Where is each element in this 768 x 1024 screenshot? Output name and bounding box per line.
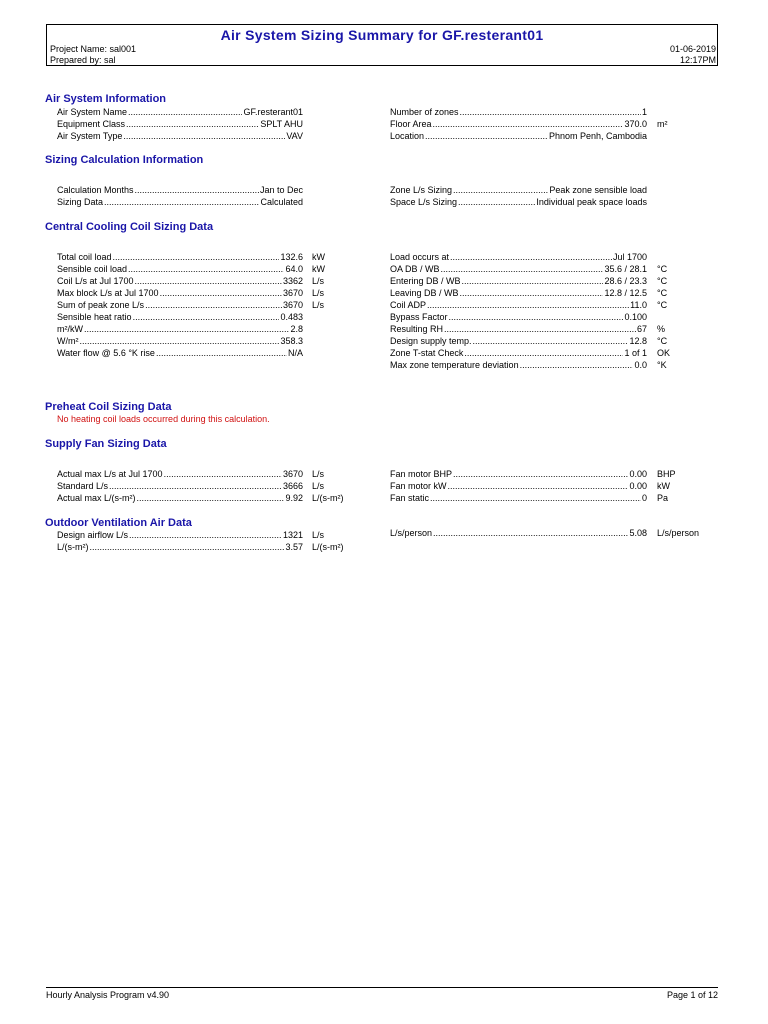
report-title: Air System Sizing Summary for GF.resterant01 — [220, 27, 544, 43]
data-row — [390, 276, 647, 287]
report-time: 12:17PM — [679, 55, 716, 65]
leader-dots — [460, 107, 641, 118]
row-unit: °C — [657, 300, 668, 310]
row-value: VAV — [286, 131, 303, 141]
data-row — [390, 481, 647, 492]
leader-dots — [464, 348, 623, 359]
data-row — [390, 348, 647, 359]
section-supply-fan: Supply Fan Sizing Data — [45, 438, 167, 450]
row-label: Actual max L/(s-m²) — [57, 493, 136, 503]
row-value: 11.0 — [630, 300, 647, 310]
row-value: Jan to Dec — [259, 185, 303, 195]
data-row — [390, 312, 647, 323]
row-label: Sizing Data — [57, 197, 104, 207]
row-unit: m² — [657, 119, 668, 129]
leader-dots — [126, 119, 259, 130]
row-label: Calculation Months — [57, 185, 134, 195]
row-value: 0.0 — [634, 360, 647, 370]
row-unit: °C — [657, 264, 668, 274]
row-label: Total coil load — [57, 252, 112, 262]
footer-divider — [46, 987, 718, 988]
data-row — [57, 348, 303, 359]
row-unit: L/s/person — [657, 528, 700, 538]
row-value: 3670 — [282, 288, 303, 298]
leader-dots — [135, 276, 282, 287]
leader-dots — [430, 493, 641, 504]
row-value: 132.6 — [280, 252, 303, 262]
row-unit: L/(s-m²) — [312, 542, 344, 552]
leader-dots — [441, 264, 604, 275]
data-row — [57, 185, 303, 196]
project-name: Project Name: sal001 — [50, 44, 137, 54]
leader-dots — [444, 324, 636, 335]
footer-program: Hourly Analysis Program v4.90 — [46, 990, 170, 1000]
row-unit: L/s — [312, 276, 325, 286]
data-row — [57, 276, 303, 287]
leader-dots — [137, 493, 285, 504]
leader-dots — [520, 360, 634, 371]
leader-dots — [123, 131, 285, 142]
data-row — [390, 469, 647, 480]
row-value: 0 — [641, 493, 647, 503]
leader-dots — [104, 197, 259, 208]
row-value: 5.08 — [629, 528, 647, 538]
row-value: Jul 1700 — [612, 252, 647, 262]
row-value: 0.00 — [629, 469, 647, 479]
row-value: 1 of 1 — [624, 348, 647, 358]
leader-dots — [109, 481, 282, 492]
leader-dots — [473, 336, 629, 347]
row-label: Standard L/s — [57, 481, 109, 491]
section-outdoor-vent: Outdoor Ventilation Air Data — [45, 517, 192, 529]
row-label: Sensible coil load — [57, 264, 128, 274]
row-value: 64.0 — [285, 264, 303, 274]
leader-dots — [160, 288, 282, 299]
preheat-note: No heating coil loads occurred during this calculation. — [57, 414, 270, 424]
data-row — [57, 107, 303, 118]
section-preheat: Preheat Coil Sizing Data — [45, 401, 172, 413]
row-value: 3666 — [282, 481, 303, 491]
row-value: 12.8 / 12.5 — [604, 288, 647, 298]
row-unit: kW — [312, 264, 325, 274]
row-label: OA DB / WB — [390, 264, 440, 274]
row-label: Load occurs at — [390, 252, 450, 262]
data-row — [390, 119, 647, 130]
leader-dots — [145, 300, 282, 311]
row-value: 1321 — [282, 530, 303, 540]
row-value: Phnom Penh, Cambodia — [548, 131, 647, 141]
data-row — [57, 469, 303, 480]
row-value: 2.8 — [290, 324, 303, 334]
data-row — [57, 530, 303, 541]
row-unit: L/s — [312, 481, 325, 491]
section-central-cooling: Central Cooling Coil Sizing Data — [45, 221, 214, 233]
leader-dots — [427, 300, 629, 311]
row-label: Zone L/s Sizing — [390, 185, 453, 195]
row-value: 3.57 — [285, 542, 303, 552]
row-label: Sum of peak zone L/s — [57, 300, 145, 310]
row-label: Max zone temperature deviation — [390, 360, 519, 370]
row-value: 28.6 / 23.3 — [604, 276, 647, 286]
row-label: L/(s-m²) — [57, 542, 89, 552]
prepared-by: Prepared by: sal — [50, 55, 116, 65]
row-unit: L/s — [312, 530, 325, 540]
data-row — [390, 528, 647, 539]
leader-dots — [135, 185, 259, 196]
row-label: Entering DB / WB — [390, 276, 461, 286]
leader-dots — [90, 542, 285, 553]
data-row — [57, 197, 303, 208]
leader-dots — [449, 312, 624, 323]
row-unit: °C — [657, 276, 668, 286]
row-unit: Pa — [657, 493, 669, 503]
data-row — [57, 493, 303, 504]
leader-dots — [80, 336, 280, 347]
data-row — [390, 264, 647, 275]
leader-dots — [453, 469, 628, 480]
row-unit: OK — [657, 348, 671, 358]
leader-dots — [425, 131, 548, 142]
row-label: m²/kW — [57, 324, 83, 334]
row-unit: % — [657, 324, 666, 334]
row-label: Fan motor BHP — [390, 469, 453, 479]
data-row — [390, 360, 647, 371]
row-unit: °C — [657, 336, 668, 346]
row-unit: L/s — [312, 300, 325, 310]
row-label: Fan motor kW — [390, 481, 447, 491]
row-value: Peak zone sensible load — [549, 185, 647, 195]
row-label: Air System Type — [57, 131, 123, 141]
data-row — [57, 300, 303, 311]
row-label: Design supply temp. — [390, 336, 472, 346]
row-unit: kW — [657, 481, 670, 491]
row-value: 12.8 — [629, 336, 647, 346]
footer-page: Page 1 of 12 — [666, 990, 718, 1000]
row-value: 370.0 — [624, 119, 647, 129]
row-label: Space L/s Sizing — [390, 197, 458, 207]
data-row — [57, 131, 303, 142]
report-header — [46, 24, 718, 66]
row-unit: BHP — [657, 469, 676, 479]
data-row — [390, 131, 647, 142]
data-row — [390, 197, 647, 208]
leader-dots — [128, 107, 242, 118]
leader-dots — [129, 530, 282, 541]
data-row — [57, 252, 303, 263]
data-row — [390, 288, 647, 299]
data-row — [57, 312, 303, 323]
row-value: 3670 — [282, 469, 303, 479]
leader-dots — [462, 276, 604, 287]
row-value: N/A — [287, 348, 303, 358]
data-row — [57, 481, 303, 492]
row-label: Number of zones — [390, 107, 459, 117]
data-row — [57, 119, 303, 130]
data-row — [390, 107, 647, 118]
row-value: 3362 — [282, 276, 303, 286]
row-unit: kW — [312, 252, 325, 262]
leader-dots — [450, 252, 612, 263]
row-label: Zone T-stat Check — [390, 348, 464, 358]
row-unit: L/s — [312, 288, 325, 298]
row-value: SPLT AHU — [260, 119, 303, 129]
row-value: 3670 — [282, 300, 303, 310]
section-sizing-calc-info: Sizing Calculation Information — [45, 154, 204, 166]
leader-dots — [433, 528, 628, 539]
row-value: 0.100 — [624, 312, 647, 322]
row-label: Floor Area — [390, 119, 432, 129]
leader-dots — [113, 252, 280, 263]
row-value: 35.6 / 28.1 — [604, 264, 647, 274]
row-value: 0.00 — [629, 481, 647, 491]
leader-dots — [453, 185, 548, 196]
row-label: W/m² — [57, 336, 79, 346]
row-value: Calculated — [260, 197, 303, 207]
row-unit: °K — [657, 360, 667, 370]
row-value: Individual peak space loads — [536, 197, 647, 207]
section-air-system-info: Air System Information — [45, 93, 167, 105]
row-label: Max block L/s at Jul 1700 — [57, 288, 159, 298]
data-row — [57, 324, 303, 335]
row-label: Equipment Class — [57, 119, 126, 129]
row-label: Sensible heat ratio — [57, 312, 132, 322]
data-row — [390, 252, 647, 263]
row-label: Resulting RH — [390, 324, 444, 334]
row-label: Coil L/s at Jul 1700 — [57, 276, 134, 286]
leader-dots — [156, 348, 287, 359]
row-value: 9.92 — [285, 493, 303, 503]
row-value: 67 — [636, 324, 647, 334]
leader-dots — [133, 312, 280, 323]
row-label: Fan static — [390, 493, 430, 503]
data-row — [57, 288, 303, 299]
leader-dots — [84, 324, 289, 335]
report-date: 01-06-2019 — [669, 44, 716, 54]
leader-dots — [433, 119, 624, 130]
row-unit: L/s — [312, 469, 325, 479]
row-label: Bypass Factor — [390, 312, 448, 322]
row-label: Leaving DB / WB — [390, 288, 459, 298]
data-row — [390, 185, 647, 196]
leader-dots — [448, 481, 629, 492]
data-row — [390, 336, 647, 347]
row-value: 358.3 — [280, 336, 303, 346]
row-label: Actual max L/s at Jul 1700 — [57, 469, 163, 479]
leader-dots — [128, 264, 284, 275]
row-value: GF.resterant01 — [243, 107, 303, 117]
leader-dots — [460, 288, 604, 299]
data-row — [390, 324, 647, 335]
data-row — [390, 493, 647, 504]
row-unit: L/(s-m²) — [312, 493, 344, 503]
row-label: Coil ADP — [390, 300, 427, 310]
row-label: Design airflow L/s — [57, 530, 129, 540]
leader-dots — [164, 469, 282, 480]
data-row — [57, 542, 303, 553]
row-unit: °C — [657, 288, 668, 298]
data-row — [57, 336, 303, 347]
row-label: L/s/person — [390, 528, 433, 538]
row-label: Water flow @ 5.6 °K rise — [57, 348, 155, 358]
leader-dots — [458, 197, 535, 208]
row-label: Air System Name — [57, 107, 128, 117]
row-value: 0.483 — [280, 312, 303, 322]
row-value: 1 — [641, 107, 647, 117]
data-row — [390, 300, 647, 311]
row-label: Location — [390, 131, 425, 141]
data-row — [57, 264, 303, 275]
